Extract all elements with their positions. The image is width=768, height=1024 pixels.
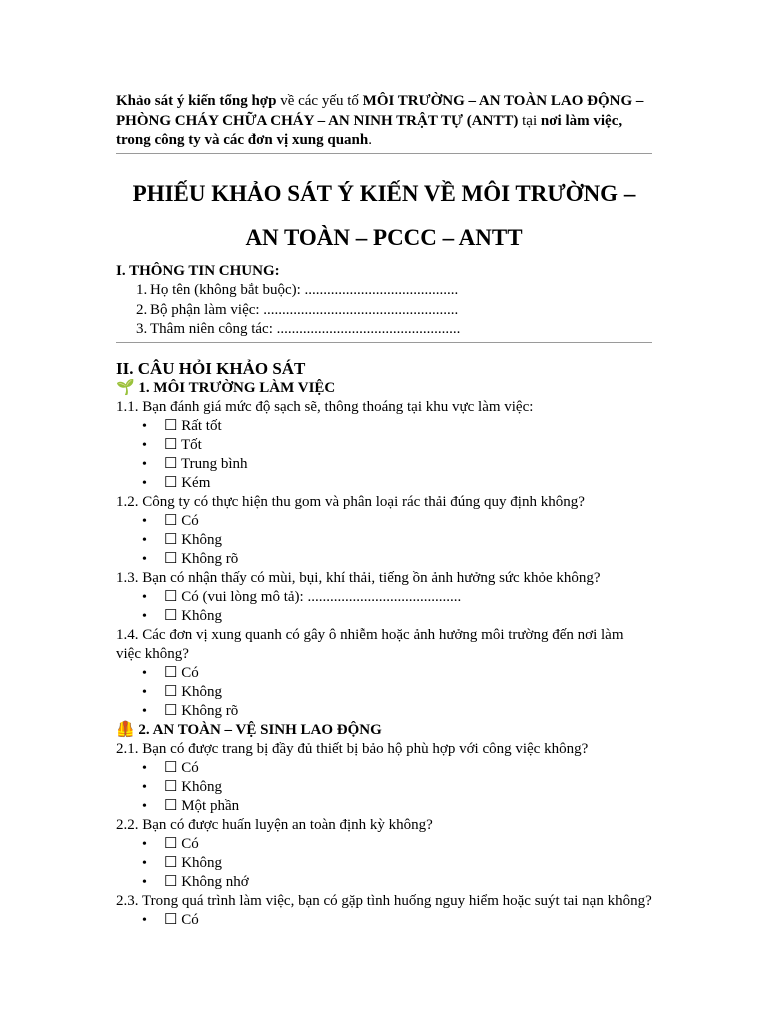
- options-2-3: [116, 911, 652, 930]
- survey-title: [116, 172, 652, 260]
- checkbox-icon[interactable]: ☐: [164, 797, 178, 814]
- option-label: Không rõ: [181, 702, 239, 719]
- option-label: Có (vui lòng mô tả): .........................................: [181, 588, 462, 605]
- option-label: Không nhớ: [181, 873, 249, 890]
- option-item[interactable]: [164, 664, 652, 683]
- checkbox-icon[interactable]: ☐: [164, 512, 178, 529]
- info-item-text: Họ tên (không bắt buộc): .........................................: [150, 282, 459, 298]
- survey-title-line-2: AN TOÀN – PCCC – ANTT: [245, 224, 523, 250]
- option-item[interactable]: [164, 531, 652, 550]
- option-item[interactable]: [164, 759, 652, 778]
- question-1-1: 1.1. Bạn đánh giá mức độ sạch sẽ, thông thoáng tại khu vực làm việc:: [116, 398, 534, 415]
- option-label: Không: [181, 778, 223, 795]
- intro-text-2: tại: [518, 112, 541, 129]
- info-item-text: Bộ phận làm việc: ....................................................: [150, 301, 459, 318]
- option-item[interactable]: [164, 797, 652, 816]
- option-label: Không: [181, 683, 223, 700]
- option-item[interactable]: [164, 607, 652, 626]
- option-item[interactable]: [164, 550, 652, 569]
- option-item[interactable]: [164, 512, 652, 531]
- checkbox-icon[interactable]: ☐: [164, 455, 178, 472]
- option-item[interactable]: [164, 417, 652, 436]
- option-label: Có: [181, 911, 199, 928]
- options-2-2: [116, 835, 652, 892]
- survey-questions-heading: II. CÂU HỎI KHẢO SÁT: [116, 358, 306, 378]
- option-label: Có: [181, 664, 199, 681]
- question-1-3: 1.3. Bạn có nhận thấy có mùi, bụi, khí thải, tiếng ồn ảnh hưởng sức khỏe không?: [116, 569, 601, 586]
- checkbox-icon[interactable]: ☐: [164, 911, 178, 928]
- option-item[interactable]: [164, 778, 652, 797]
- option-item[interactable]: [164, 436, 652, 455]
- option-item[interactable]: [164, 474, 652, 493]
- option-label: Tốt: [180, 436, 202, 453]
- question-2-3: 2.3. Trong quá trình làm việc, bạn có gặp tình huống nguy hiểm hoặc suýt tai nạn không?: [116, 892, 652, 909]
- option-item[interactable]: [164, 854, 652, 873]
- info-item-department[interactable]: [136, 301, 652, 321]
- checkbox-icon[interactable]: ☐: [164, 607, 178, 624]
- option-item[interactable]: [164, 683, 652, 702]
- info-item-number: 2.: [136, 301, 148, 318]
- option-label: Có: [181, 512, 199, 529]
- option-item[interactable]: [164, 835, 652, 854]
- options-1-2: [116, 512, 652, 569]
- intro-initial: K: [116, 93, 128, 109]
- intro-period: .: [368, 132, 372, 148]
- question-1-2: 1.2. Công ty có thực hiện thu gom và phân loại rác thải đúng quy định không?: [116, 493, 585, 510]
- intro-paragraph: [116, 92, 652, 151]
- general-info-heading: I. THÔNG TIN CHUNG:: [116, 262, 280, 279]
- option-label: Một phần: [181, 797, 240, 814]
- intro-text-1: về các yếu tố: [276, 93, 363, 109]
- option-label: Không: [181, 607, 223, 624]
- option-item[interactable]: [164, 455, 652, 474]
- checkbox-icon[interactable]: ☐: [164, 873, 178, 890]
- divider-top: [116, 153, 652, 154]
- intro-location: nơi làm việc, trong công ty và các đơn vị xung quanh: [116, 112, 623, 148]
- question-1-4: 1.4. Các đơn vị xung quanh có gây ô nhiễm hoặc ảnh hưởng môi trường đến nơi làm việc không?: [116, 626, 624, 662]
- options-1-4: [116, 664, 652, 721]
- checkbox-icon[interactable]: ☐: [164, 664, 178, 681]
- intro-topics: MÔI TRƯỜNG – AN TOÀN LAO ĐỘNG – PHÒNG CHÁY CHỮA CHÁY – AN NINH TRẬT TỰ (ANTT): [116, 93, 644, 129]
- safety-heading: 🦺 2. AN TOÀN – VỆ SINH LAO ĐỘNG: [116, 721, 382, 738]
- checkbox-icon[interactable]: ☐: [164, 854, 178, 871]
- general-info-section: [116, 262, 652, 340]
- question-2-2: 2.2. Bạn có được huấn luyện an toàn định kỳ không?: [116, 816, 433, 833]
- checkbox-icon[interactable]: ☐: [164, 778, 178, 795]
- checkbox-icon[interactable]: ☐: [164, 417, 178, 434]
- divider-middle: [116, 342, 652, 343]
- option-label: Rất tốt: [181, 417, 222, 434]
- option-item[interactable]: [164, 702, 652, 721]
- info-item-text: Thâm niên công tác: .................................................: [150, 321, 461, 337]
- survey-title-line-1: PHIẾU KHẢO SÁT Ý KIẾN VỀ MÔI TRƯỜNG –: [132, 180, 636, 206]
- option-label: Có: [181, 759, 199, 776]
- checkbox-icon[interactable]: ☐: [164, 436, 178, 453]
- checkbox-icon[interactable]: ☐: [164, 588, 178, 605]
- question-2-1: 2.1. Bạn có được trang bị đầy đủ thiết bị bảo hộ phù hợp với công việc không?: [116, 740, 589, 757]
- general-info-list: [116, 281, 652, 340]
- options-2-1: [116, 759, 652, 816]
- checkbox-icon[interactable]: ☐: [164, 683, 178, 700]
- option-label: Không: [181, 531, 223, 548]
- info-item-seniority[interactable]: [136, 320, 652, 340]
- option-label: Kém: [181, 474, 211, 491]
- checkbox-icon[interactable]: ☐: [164, 759, 178, 776]
- option-label: Có: [181, 835, 199, 852]
- checkbox-icon[interactable]: ☐: [164, 835, 178, 852]
- info-item-name[interactable]: [136, 281, 652, 301]
- option-label: Không rõ: [181, 550, 239, 567]
- option-label: Trung bình: [180, 455, 248, 472]
- environment-heading: 🌱 1. MÔI TRƯỜNG LÀM VIỆC: [116, 379, 336, 396]
- checkbox-icon[interactable]: ☐: [164, 702, 178, 719]
- option-item[interactable]: [164, 588, 652, 607]
- checkbox-icon[interactable]: ☐: [164, 550, 178, 567]
- checkbox-icon[interactable]: ☐: [164, 531, 178, 548]
- info-item-number: 1.: [136, 282, 148, 298]
- options-1-3: [116, 588, 652, 626]
- info-item-number: 3.: [136, 321, 148, 337]
- checkbox-icon[interactable]: ☐: [164, 474, 178, 491]
- document-page: [116, 92, 652, 930]
- options-1-1: [116, 417, 652, 493]
- option-item[interactable]: [164, 911, 652, 930]
- option-item[interactable]: [164, 873, 652, 892]
- intro-bold-lead: hảo sát ý kiến tổng hợp: [127, 93, 277, 109]
- option-label: Không: [181, 854, 223, 871]
